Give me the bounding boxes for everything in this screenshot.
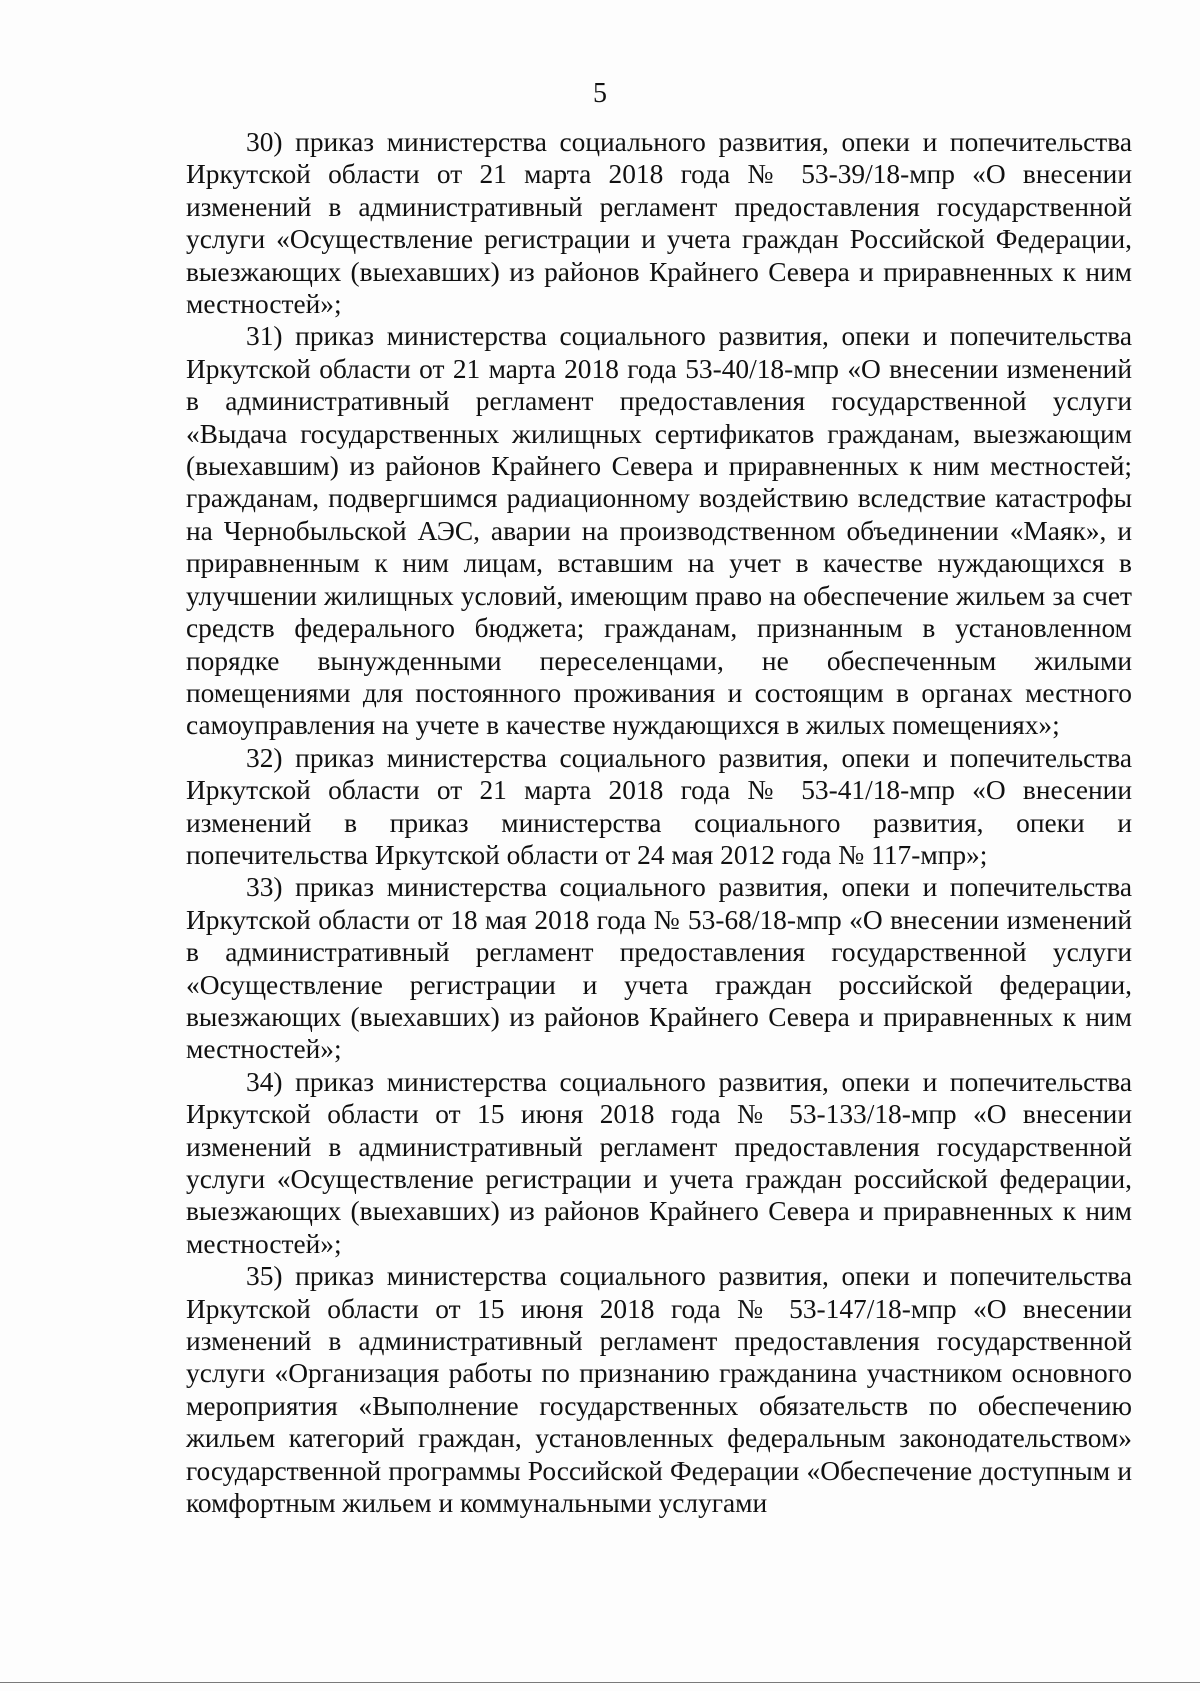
- paragraph-item-33: 33) приказ министерства социального развития, опеки и попечительства Иркутской области от 18 мая 2018 года № 53-68/18-мпр «О внесении изменений в административный регламент предоставления государственной услуги «Осуществление регистрации и учета граждан российской федерации, выезжающих (выехавших) из районов Крайнего Севера и приравненных к ним местностей»;: [186, 872, 1132, 1065]
- document-body: [186, 126, 1132, 1519]
- page-number: 5: [593, 78, 607, 109]
- paragraph-item-32: 32) приказ министерства социального развития, опеки и попечительства Иркутской области от 21 марта 2018 года № 53-41/18-мпр «О внесении изменений в приказ министерства социального развития, опеки и попечительства Иркутской области от 24 мая 2012 года № 117-мпр»;: [186, 742, 1132, 870]
- paragraph-item-35: 35) приказ министерства социального развития, опеки и попечительства Иркутской области от 15 июня 2018 года № 53-147/18-мпр «О внесении изменений в административный регламент предоставления государственной услуги «Организация работы по признанию гражданина участником основного мероприятия «Выполнение государственных обязательств по обеспечению жильем категорий граждан, установленных федеральным законодательством» государственной программы Российской Федерации «Обеспечение доступным и комфортным жильем и коммунальными услугами: [186, 1261, 1132, 1519]
- page-bottom-edge-line: [0, 1682, 1200, 1683]
- paragraph-item-30: 30) приказ министерства социального развития, опеки и попечительства Иркутской области от 21 марта 2018 года № 53-39/18-мпр «О внесении изменений в административный регламент предоставления государственной услуги «Осуществление регистрации и учета граждан Российской Федерации, выезжающих (выехавших) из районов Крайнего Севера и приравненных к ним местностей»;: [186, 127, 1132, 320]
- paragraph-item-31: 31) приказ министерства социального развития, опеки и попечительства Иркутской области от 21 марта 2018 года 53-40/18-мпр «О внесении изменений в административный регламент предоставления государственной услуги «Выдача государственных жилищных сертификатов гражданам, выезжающим (выехавшим) из районов Крайнего Севера и приравненных к ним местностей; гражданам, подвергшимся радиационному воздействию вследствие катастрофы на Чернобыльской АЭС, аварии на производственном объединении «Маяк», и приравненным к ним лицам, вставшим на учет в качестве нуждающихся в улучшении жилищных условий, имеющим право на обеспечение жильем за счет средств федерального бюджета; гражданам, признанным в установленном порядке вынужденными переселенцами, не обеспеченным жилыми помещениями для постоянного проживания и состоящим в органах местного самоуправления на учете в качестве нуждающихся в жилых помещениях»;: [186, 321, 1132, 741]
- paragraph-item-34: 34) приказ министерства социального развития, опеки и попечительства Иркутской области от 15 июня 2018 года № 53-133/18-мпр «О внесении изменений в административный регламент предоставления государственной услуги «Осуществление регистрации и учета граждан российской федерации, выезжающих (выехавших) из районов Крайнего Севера и приравненных к ним местностей»;: [186, 1066, 1132, 1259]
